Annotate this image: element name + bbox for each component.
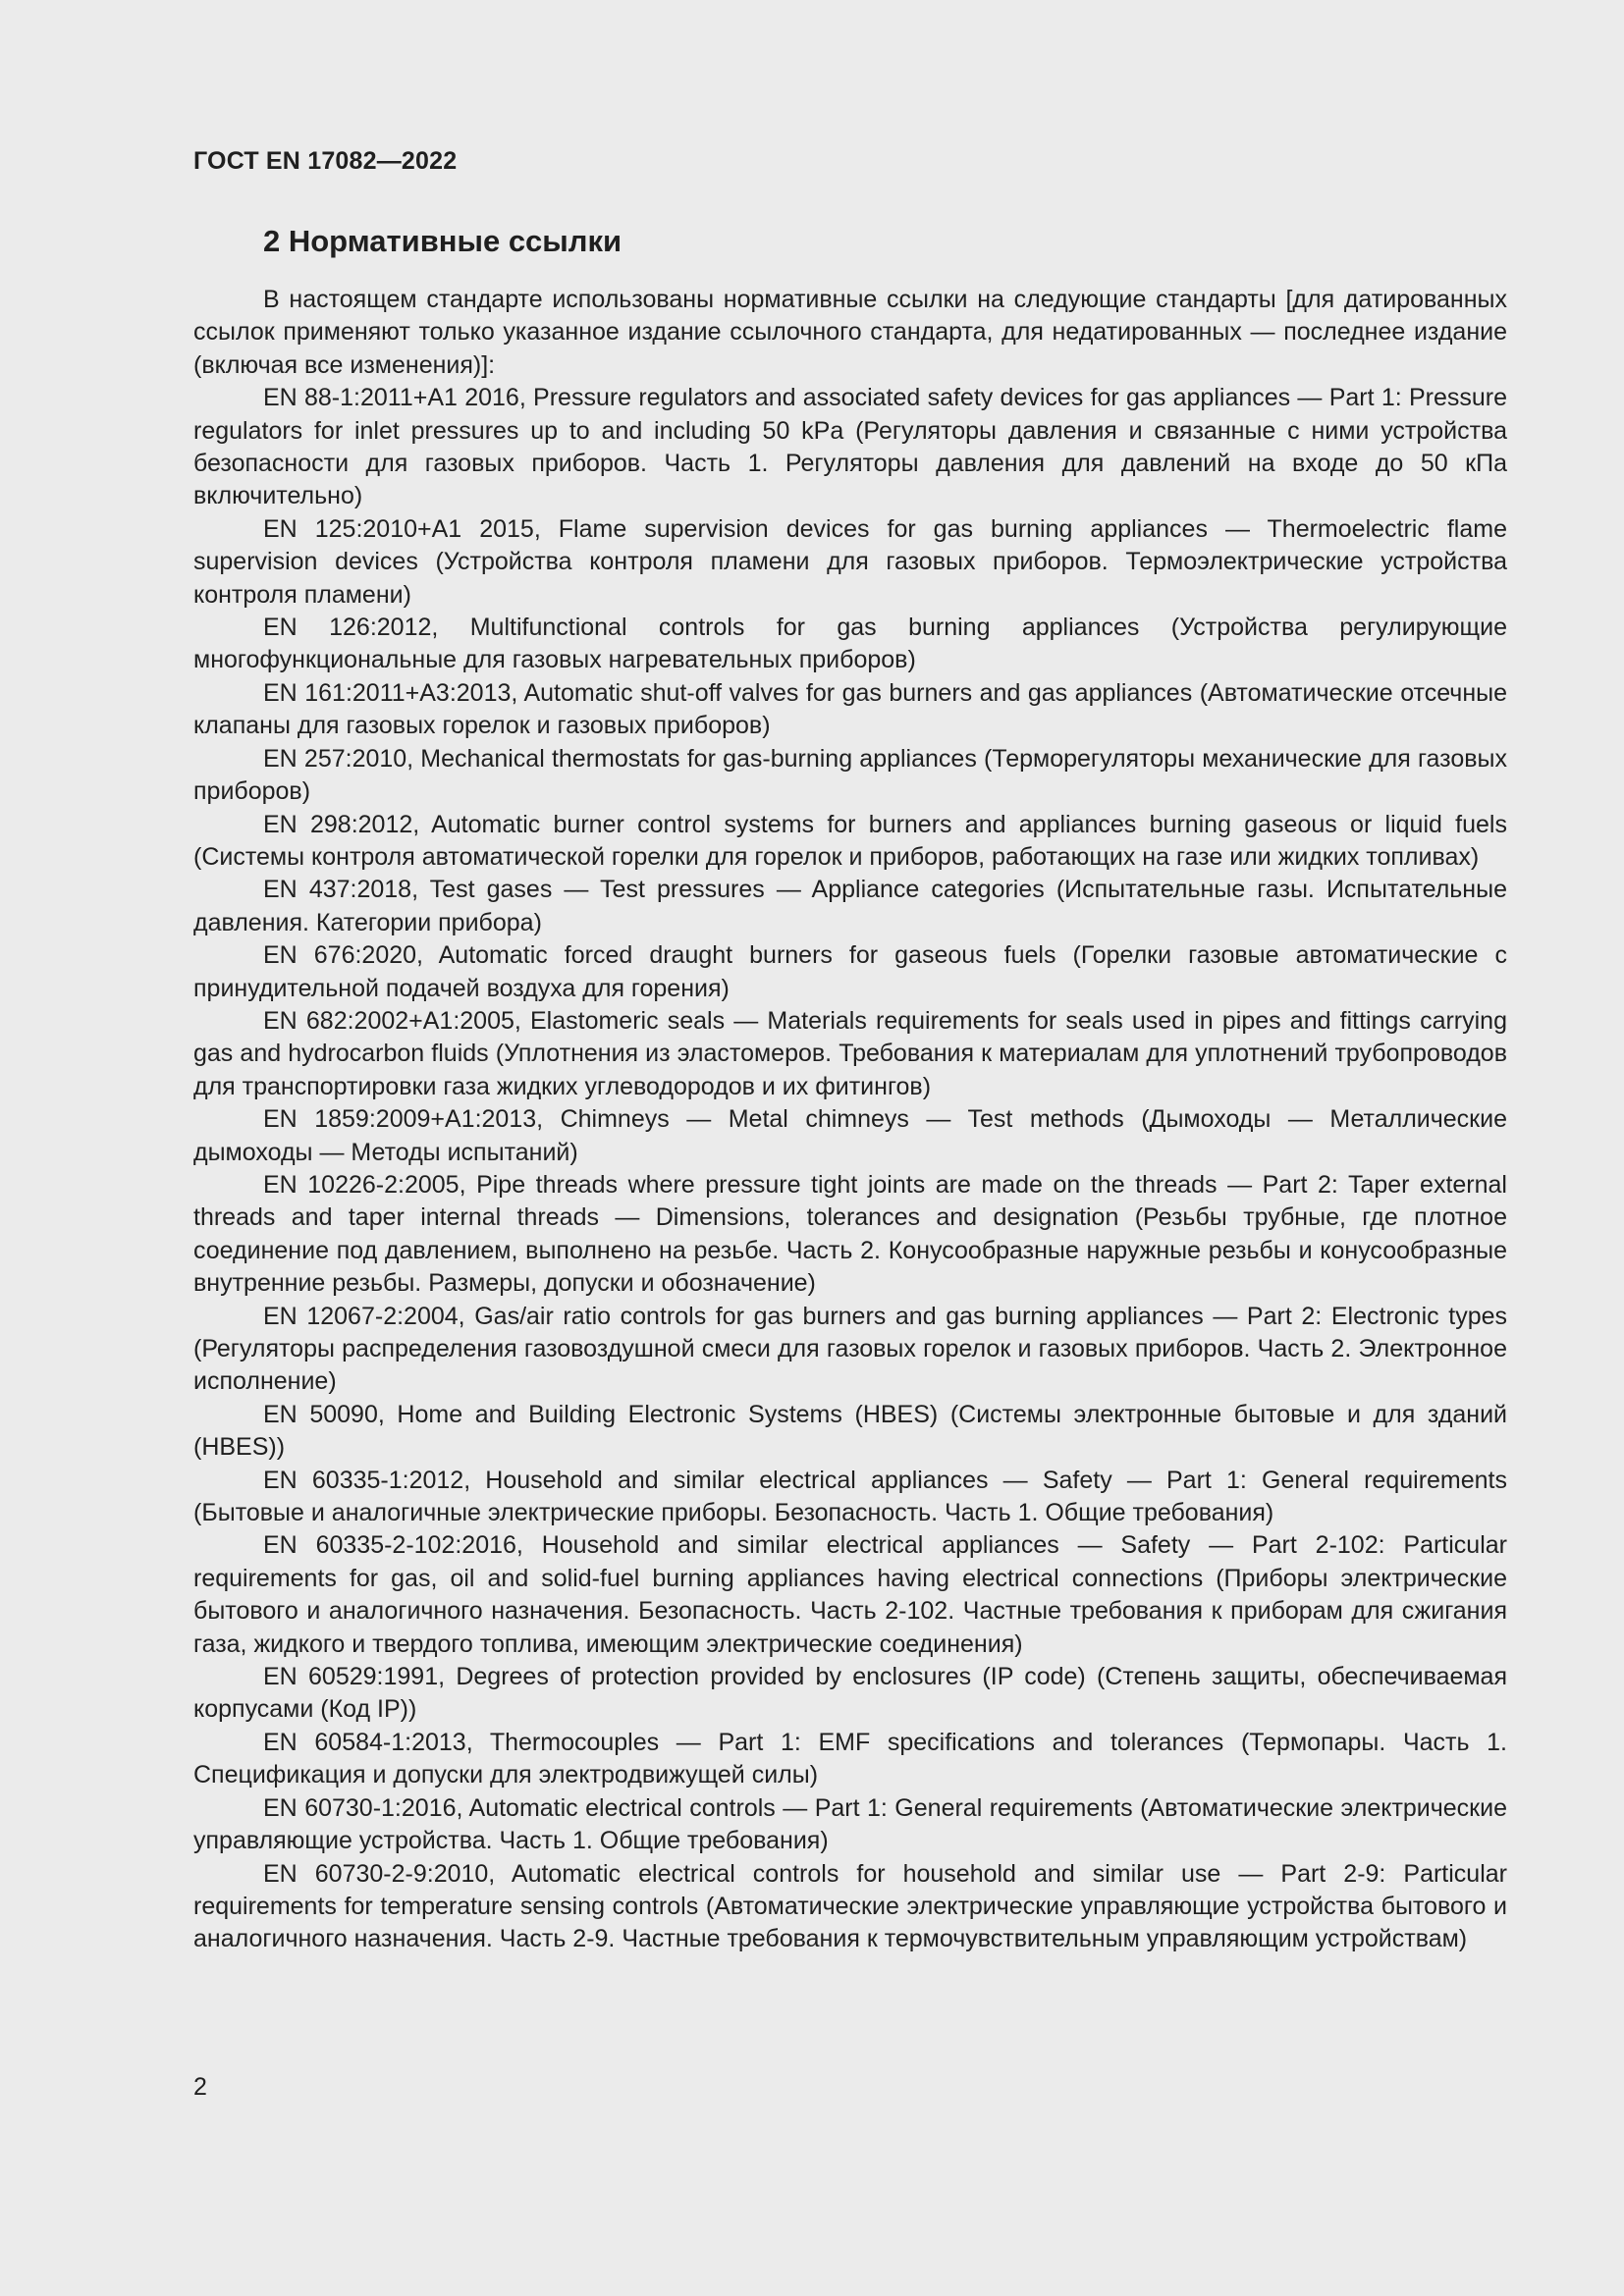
reference-item: EN 10226-2:2005, Pipe threads where pressure tight joints are made on the threads — Part 2: Taper external threads and taper internal threads — Dimensions, tolerances and designation (Резьбы трубные, где плотное соединение под давлением, выполнено на резьбе. Часть 2. Конусообразные наружные резьбы и конусообразные внутренние резьбы. Размеры, допуски и обозначение) <box>193 1170 1507 1298</box>
reference-item: EN 60584-1:2013, Thermocouples — Part 1: EMF specifications and tolerances (Термопары. Часть 1. Спецификация и допуски для электродвижущей силы) <box>193 1728 1507 1789</box>
reference-item: EN 60335-1:2012, Household and similar electrical appliances — Safety — Part 1: General requirements (Бытовые и аналогичные электрические приборы. Безопасность. Часть 1. Общие требования) <box>193 1466 1507 1527</box>
reference-item: EN 88-1:2011+A1 2016, Pressure regulators and associated safety devices for gas appliances — Part 1: Pressure regulators for inlet pressures up to and including 50 kPa (Регуляторы давления и связанные с ними устройства безопасности для газовых приборов. Часть 1. Регуляторы давления для давлений на входе до 50 кПа включительно) <box>193 384 1507 510</box>
reference-item: EN 676:2020, Automatic forced draught burners for gaseous fuels (Горелки газовые автоматические с принудительной подачей воздуха для горения) <box>193 941 1507 1002</box>
reference-item: EN 161:2011+A3:2013, Automatic shut-off valves for gas burners and gas appliances (Автоматические отсечные клапаны для газовых горелок и газовых приборов) <box>193 678 1507 740</box>
reference-item: EN 60730-1:2016, Automatic electrical controls — Part 1: General requirements (Автоматические электрические управляющие устройства. Часть 1. Общие требования) <box>193 1793 1507 1855</box>
reference-item: EN 60730-2-9:2010, Automatic electrical controls for household and similar use — Part 2-9: Particular requirements for temperature sensing controls (Автоматические электрические управляющие устройства бытового и аналогичного назначения. Часть 2-9. Частные требования к термочувствительным управляющим устройствам) <box>193 1859 1507 1953</box>
reference-item: EN 12067-2:2004, Gas/air ratio controls for gas burners and gas burning appliances — Part 2: Electronic types (Регуляторы распределения газовоздушной смеси для газовых горелок и газовых приборов. Часть 2. Электронное исполнение) <box>193 1302 1507 1396</box>
reference-item: EN 298:2012, Automatic burner control systems for burners and appliances burning gaseous or liquid fuels (Системы контроля автоматической горелки для горелок и приборов, работающих на газе или жидких топливах) <box>193 810 1507 871</box>
reference-item: EN 257:2010, Mechanical thermostats for gas-burning appliances (Терморегуляторы механические для газовых приборов) <box>193 744 1507 806</box>
section-title: 2 Нормативные ссылки <box>263 224 623 258</box>
document-header: ГОСТ EN 17082—2022 <box>193 147 458 175</box>
reference-item: EN 60529:1991, Degrees of protection provided by enclosures (IP code) (Степень защиты, обеспечиваемая корпусами (Код IP)) <box>193 1663 1507 1724</box>
reference-item: EN 1859:2009+A1:2013, Chimneys — Metal chimneys — Test methods (Дымоходы — Металлические дымоходы — Методы испытаний) <box>193 1105 1507 1166</box>
reference-item: EN 682:2002+A1:2005, Elastomeric seals — Materials requirements for seals used in pipes and fittings carrying gas and hydrocarbon fluids (Уплотнения из эластомеров. Требования к материалам для уплотнений трубопроводов для транспортировки газа жидких углеводородов и их фитингов) <box>193 1006 1507 1100</box>
references-content <box>193 284 1507 1956</box>
intro-paragraph: В настоящем стандарте использованы нормативные ссылки на следующие стандарты [для датированных ссылок применяют только указанное издание ссылочного стандарта, для недатированных — последнее издание (включая все изменения)]: <box>193 286 1507 379</box>
reference-item: EN 125:2010+A1 2015, Flame supervision devices for gas burning appliances — Thermoelectric flame supervision devices (Устройства контроля пламени для газовых приборов. Термоэлектрические устройства контроля пламени) <box>193 514 1507 609</box>
reference-item: EN 60335-2-102:2016, Household and similar electrical appliances — Safety — Part 2-102: Particular requirements for gas, oil and solid-fuel burning appliances having electrical connections (Приборы электрические бытового и аналогичного назначения. Безопасность. Часть 2-102. Частные требования к приборам для сжигания газа, жидкого и твердого топлива, имеющим электрические соединения) <box>193 1531 1507 1658</box>
reference-item: EN 50090, Home and Building Electronic Systems (HBES) (Системы электронные бытовые и для зданий (HBES)) <box>193 1400 1507 1462</box>
page-number: 2 <box>193 2073 207 2101</box>
reference-item: EN 126:2012, Multifunctional controls for gas burning appliances (Устройства регулирующие многофункциональные для газовых нагревательных приборов) <box>193 614 1507 674</box>
reference-item: EN 437:2018, Test gases — Test pressures — Appliance categories (Испытательные газы. Испытательные давления. Категории прибора) <box>193 876 1507 936</box>
